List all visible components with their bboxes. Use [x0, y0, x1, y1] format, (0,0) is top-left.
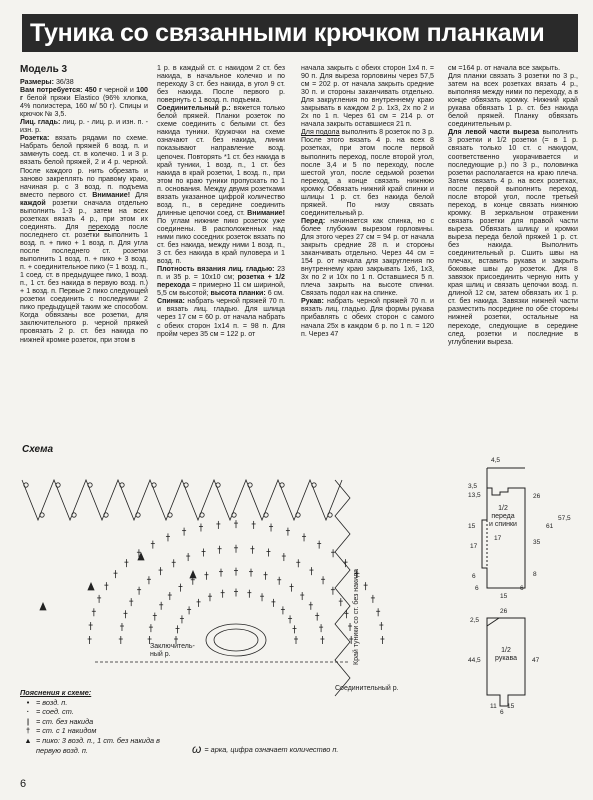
- dimension-label: 57,5: [558, 515, 571, 522]
- text-column-2: [157, 64, 285, 434]
- dimension-label: 15: [500, 593, 508, 600]
- column-1-body: [20, 78, 148, 344]
- paragraph: Вам потребуется: 450 г черной и 100 г белой пряжи Elastico (96% хлопка, 4% полиэстера, 160 м/ 50 г). Спицы и крючок № 3,5.: [20, 86, 148, 119]
- schema-title: Схема: [22, 444, 54, 455]
- chain-stitch-dot: [216, 483, 220, 487]
- chain-stitch-dot: [152, 483, 156, 487]
- dimension-label: 6: [500, 709, 504, 716]
- chain-stitch-dot: [232, 513, 236, 517]
- paragraph: Плотность вязания лиц. гладью: 23 п. и 35 р. = 10х10 см; розетка + 1/2 перехода = примерно 11 см шириной, 5,5 см высотой; высота планки: 6 см.: [157, 265, 285, 298]
- page-number: 6: [20, 778, 27, 790]
- paragraph: Для левой части выреза выполнить 3 розетки и 1/2 розетки (= в 1 р. связать только 10 ст. с накидом, соответственно укорачивается и последующие р.) по 3 р., половинка розетки располагается на краю плеча. Затем связать 4 р. на всех розетках, после первой выполнить переход, после второй угол, после третьей переход, в конце связать нижнюю кромку. В зеркальном отражении связать розетки для правой части выреза. Обвязать шлицу и кромки выреза переда белой пряжей 1 р. ст. без накида. Выполнить соединительный р. Сшить швы на плечах, вставить рукава и закрыть боковые швы до розеток. Для 8 завязок присоединить черную нить у края шлиц и связать цепочки возд. п. длиной 12 см, затем обвязать их 1 р. ст. без накида. Завязки нижней части разместить посредине по обе стороны нижней розетки, остальные на переходе, следующие в середине след. розетки и последние в углублении выреза.: [448, 128, 578, 346]
- page-title: Туника со связанными крючком планками: [22, 14, 578, 52]
- dimension-label: 15: [507, 703, 515, 710]
- legend-item: [20, 717, 350, 727]
- legend-symbol-icon: †: [25, 726, 31, 736]
- legend-symbol-icon: •: [26, 697, 30, 707]
- dimension-label: 47: [532, 657, 540, 664]
- chain-stitch-dot: [40, 513, 44, 517]
- legend-text: = ст. с 1 накидом: [36, 726, 97, 736]
- paragraph: Рукав: набрать черной пряжей 70 п. и вязать лиц. гладью. Для формы рукава прибавлять с обеих сторон с самого начала 25х в каждом 6 р. по 1 п. = 120 п. Через 47: [301, 297, 434, 338]
- dimension-label: 6: [520, 585, 524, 592]
- chain-stitch-dot: [88, 483, 92, 487]
- text-column-3: [301, 64, 434, 434]
- picot-triangle-icon: [40, 603, 46, 610]
- paragraph: начала закрыть с обеих сторон 1х4 п. = 90 п. Для выреза горловины через 57,5 см = 202 р. от начала закрыть средние 30 п. и стороны заканчивать отдельно. Для закругления по внутреннему краю закрывать в каждом 2 р. 1х3, 2х по 2 и 2х по 1 п. Через 61 см = 214 р. от начала закрыть оставшиеся 21 п.: [301, 64, 434, 129]
- legend-text: = пико: 3 возд. п., 1 ст. без накида в первую возд. п.: [36, 735, 160, 755]
- paragraph: Розетка: вязать рядами по схеме. Набрать белой пряжей 6 возд. п. и замкнуть соед. ст. в колечко. 1 и 3 р. вязать белой пряжей, 2 и 4 р. черной. После каждого р. нить обрезать и заново закреплять по правому краю, начиная р. с 3 возд. п. подъема вместо первого ст. Внимание! Для каждой розетки сначала отдельно выполнить 1-3 р., затем на всех розетках вязать 4 р., при этом их соединять. Для перехода после последнего ст. розетки выполнить 1 возд. п. + пико + 1 возд. п. Для угла после последнего ст. розетки выполнить 1 возд. п. + пико + 3 возд. п. + соединительное пико (= 1 возд. п., 1 соед. ст. в предыдущее пико, 1 возд. п., 1 ст. без накида в первую возд. п.) + 1 возд. п. Первые 2 пико следующей розетки соединить с последними 2 пико предыдущей таким же способом. Когда обвязаны все розетки, для заключительного р. черной пряжей провязать 2 р. ст. без накида по нижней кромке розеток, при этом в: [20, 134, 148, 344]
- paragraph: 1 р. в каждый ст. с накидом 2 ст. без накида, в начальное колечко и по переходу 3 ст. без накида, в угол 9 ст. без накида. После первого р. повернуть с 1 возд. п. подъема.: [157, 64, 285, 105]
- legend-text: = соед. ст.: [36, 707, 74, 717]
- chain-stitch-dot: [328, 513, 332, 517]
- text-column-1: [20, 64, 148, 434]
- legend-item: [20, 726, 350, 736]
- chain-stitch-dot: [264, 513, 268, 517]
- paragraph: см =164 р. от начала все закрыть.: [448, 64, 561, 72]
- dimension-label: 2,5: [470, 617, 480, 624]
- chain-stitch-dot: [312, 483, 316, 487]
- connecting-row-left-label-2: ный р.: [150, 651, 171, 658]
- picot-triangle-icon: [88, 583, 94, 590]
- arc-note-text: = арка, цифра означает количество п.: [204, 744, 339, 754]
- chain-stitch-dot: [104, 513, 108, 517]
- legend-text: = ст. без накида: [36, 716, 94, 726]
- body-schematic: [482, 468, 525, 588]
- chain-stitch-dot: [136, 513, 140, 517]
- dimension-label: 6: [475, 585, 479, 592]
- chain-stitch-dot: [72, 513, 76, 517]
- paragraph: Для подола выполнить 8 розеток по 3 р. После этого вязать 4 р. на всех 8 розетках, при этом после первой выполнить переход, после второй угол, после 3,4 и 5 по переходу, после шестой угол, после седьмой розетки переход, а конце связать нижнюю кромку. Обвязать нижний край спинки и шлицы 1 р. ст. без накида белой пряжей. По низу связать соединительный р.: [301, 128, 434, 217]
- dimension-label: 6: [472, 573, 476, 580]
- paragraph: Спинка: набрать черной пряжей 70 п. и вязать лиц. гладью. Для шлица через 17 см = 60 р. от начала набрать с обеих сторон 1х14 п. = 98 п. Для пройм через 35 см = 122 р. от: [157, 297, 285, 338]
- chain-stitch-dot: [200, 513, 204, 517]
- dimension-label: 17: [470, 543, 478, 550]
- legend-symbol-icon: |: [26, 716, 30, 726]
- legend-text: = возд. п.: [36, 697, 68, 707]
- paragraph: Соединительный р.: вяжется только белой пряжей. Планки розеток по схеме соединить с белыми ст. без накида туники. Кружочки на схеме означают ст. без накида, линии показывают направление возд. цепочек. Повторять *1 ст. без накида в край туники, 1 возд. п., 1 ст. без накида в край розетки, 1 возд. п., при этом по краю туники пропускать по 1 п. основания. Между двумя розетками вязать указанное цифрой количество возд. п., в середине соединить длинные цепочки соед. ст. Внимание! По углам нижние пико розеток уже соединены. В расположенных над ними пико соседних розеток вязать по ст. без накида, между ними 1 возд. п., 3 ст. без накида в край пуловера и 1 возд. п.: [157, 104, 285, 266]
- dimension-label: 15: [468, 523, 476, 530]
- dimension-label: 11: [490, 703, 497, 710]
- dimension-label: 26: [500, 608, 508, 615]
- dimension-label: 3,5: [468, 483, 478, 490]
- legend-item: [20, 698, 350, 708]
- dimension-label: 8: [533, 571, 537, 578]
- dimension-label: 44,5: [468, 657, 481, 664]
- chain-stitch-dot: [184, 483, 188, 487]
- paragraph: Перед: начинается как спинка, но с более глубоким вырезом горловины. Для этого через 27 см = 94 р. от начала закрыть средние 28 п. и стороны заканчивать отдельно. Через 44 см = 154 р. от начала для закругления по внутреннему краю закрывать 1х6, 1х3, 3х по 2 и 10х по 1 п. Оставшиеся 5 п. плеча закрыть на высоте спинки. Связать подол как на спинке.: [301, 216, 434, 298]
- legend-symbol-icon: ▲: [24, 735, 32, 745]
- paragraph: Лиц. гладь: лиц. р. - лиц. р. и изн. п. - изн. р.: [20, 118, 148, 135]
- chain-stitch-dot: [280, 483, 284, 487]
- tunic-edge-label: Край туники со ст. без накида: [353, 569, 360, 665]
- rosette-pattern: [22, 480, 384, 696]
- arc-symbol: ω: [192, 742, 202, 756]
- chain-stitch-dot: [296, 513, 300, 517]
- chain-stitch-dot: [168, 513, 172, 517]
- model-heading: Модель 3: [20, 64, 68, 75]
- chain-stitch-dot: [24, 483, 28, 487]
- dimension-label: 4,5: [491, 457, 501, 464]
- dimension-label: 61: [546, 523, 554, 530]
- front-back-label: 1/2 переда и спинки: [489, 505, 517, 528]
- legend-item: [20, 707, 350, 717]
- chain-stitch-dot: [56, 483, 60, 487]
- chain-stitch-dot: [120, 483, 124, 487]
- sleeve-schematic: [487, 618, 525, 706]
- legend-title: Пояснения к схеме:: [20, 688, 92, 697]
- picot-triangle-icon: [190, 571, 196, 578]
- rosette-inner-ring: [214, 629, 258, 651]
- dimension-labels: [468, 457, 571, 716]
- right-edge-zigzag: [335, 480, 350, 696]
- paragraph: Размеры: 36/38: [20, 78, 74, 86]
- dimension-label: 17: [494, 535, 502, 542]
- connecting-row-bottom-label: Соединительный р.: [335, 685, 399, 692]
- picot-zigzag-border: [22, 480, 342, 520]
- connecting-row-left-label: Заключитель-: [150, 643, 195, 650]
- dimension-label: 13,5: [468, 492, 481, 499]
- sleeve-label: 1/2 рукава: [495, 647, 517, 662]
- arc-note: [192, 742, 338, 756]
- dimension-label: 26: [533, 493, 541, 500]
- dimension-label: 35: [533, 539, 541, 546]
- paragraph: Для планки связать 3 розетки по 3 р., затем на всех розетках вязать 4 р., выполняя между ними по переходу, а в конце обвязать кромку. Нижний край рукава обвязать 1 р. ст. без накида белой пряжей. Планку обвязать соединительным р.: [448, 72, 578, 129]
- chain-stitch-dot: [248, 483, 252, 487]
- legend-symbol-icon: ·: [26, 707, 30, 717]
- text-column-4: [448, 64, 578, 434]
